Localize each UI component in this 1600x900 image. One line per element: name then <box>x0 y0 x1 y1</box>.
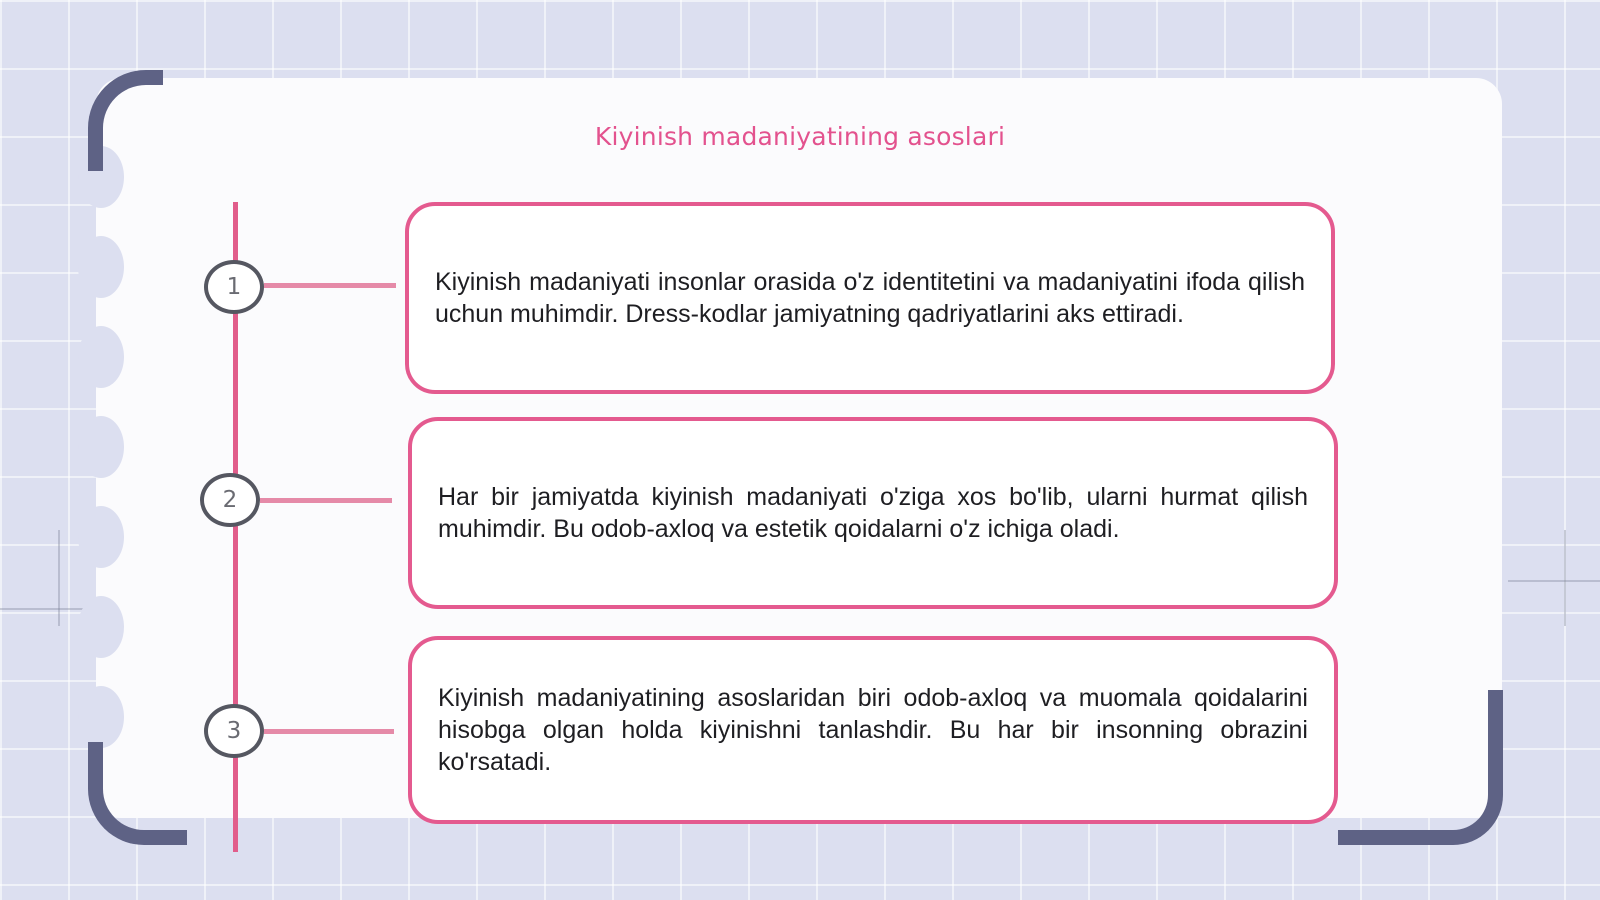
timeline-connector <box>264 729 394 734</box>
frame-bracket-bottom-left <box>88 742 187 845</box>
step-number-circle: 1 <box>204 260 264 314</box>
content-box <box>408 417 1338 609</box>
card-scallop <box>78 236 124 298</box>
card-scallop <box>78 506 124 568</box>
grid-cross-line <box>1564 530 1566 626</box>
timeline-connector <box>260 498 392 503</box>
card-scallop <box>78 686 124 748</box>
content-text: Kiyinish madaniyati insonlar orasida o'z identitetini va madaniyatini ifoda qilish uchun muhimdir. Dress-kodlar jamiyatning qadriyatlarini aks ettiradi. <box>435 268 1305 328</box>
content-text: Har bir jamiyatda kiyinish madaniyati o'ziga xos bo'lib, ularni hurmat qilish muhimdir. Bu odob-axloq va estetik qoidalarni o'z ichiga oladi. <box>438 483 1308 543</box>
frame-bracket-top-left <box>88 70 163 171</box>
step-number-circle: 2 <box>200 473 260 527</box>
grid-cross-line <box>58 530 60 626</box>
grid-cross-line <box>1508 580 1600 582</box>
slide-title: Kiyinish madaniyatining asoslari <box>594 122 1006 151</box>
content-box <box>405 202 1335 394</box>
grid-cross-line <box>0 608 90 610</box>
card-scallop <box>78 326 124 388</box>
card-scallop <box>78 596 124 658</box>
timeline-connector <box>264 283 396 288</box>
frame-bracket-bottom-right <box>1338 690 1503 845</box>
card-scallop <box>78 416 124 478</box>
step-number-circle: 3 <box>204 704 264 758</box>
content-text: Kiyinish madaniyatining asoslaridan biri odob-axloq va muomala qoidalarini hisobga olgan holda kiyinishni tanlashdir. Bu har bir insonning obrazini ko'rsatadi. <box>438 684 1308 776</box>
content-box <box>408 636 1338 824</box>
